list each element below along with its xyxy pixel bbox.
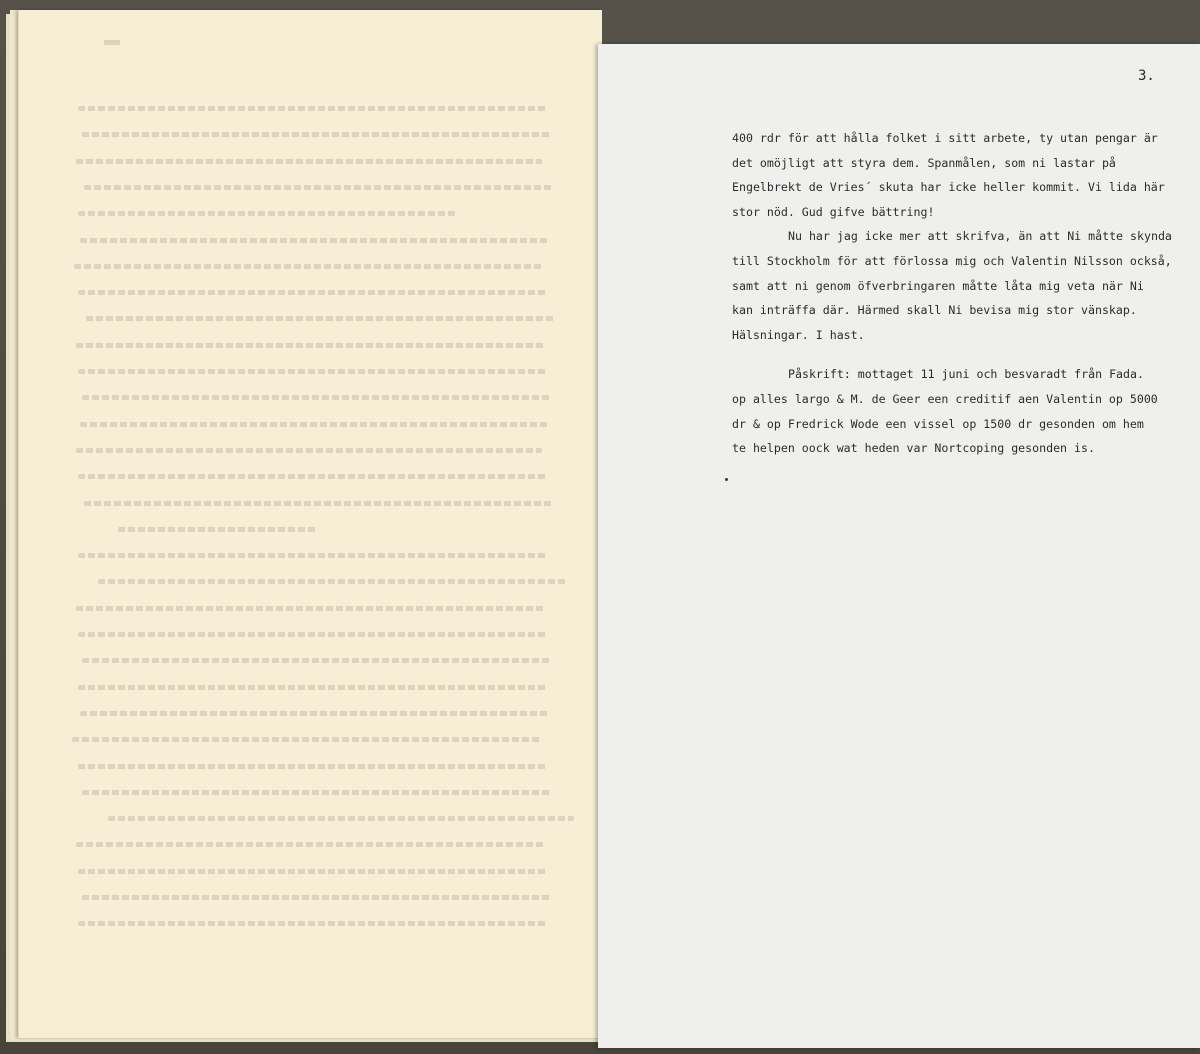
text-line: 400 rdr för att hålla folket i sitt arbete, ty utan pengar är	[732, 131, 1158, 145]
bleed-through-line	[82, 395, 552, 400]
right-page	[598, 44, 1200, 1048]
bleed-through-line	[80, 711, 550, 716]
bleed-through-line	[80, 238, 550, 243]
text-line: dr & op Fredrick Wode een vissel op 1500 dr gesonden om hem	[732, 416, 1144, 431]
bleed-through-line	[108, 816, 574, 821]
bleed-through-line	[76, 448, 542, 453]
bleed-through-line	[78, 921, 548, 926]
ink-speck	[725, 478, 728, 481]
bleed-through-line	[78, 106, 548, 111]
text-line: Hälsningar. I hast.	[732, 327, 865, 342]
bleed-through-line	[78, 632, 546, 637]
left-page-reverse-side	[18, 10, 602, 1038]
text-line: Nu har jag icke mer att skrifva, än att Ni måtte skynda	[788, 229, 1172, 244]
bleed-through-line	[118, 527, 318, 532]
bleed-through-line	[82, 132, 552, 137]
bleed-through-line	[74, 264, 542, 269]
bleed-through-line	[76, 159, 542, 164]
bleed-through-line	[82, 658, 552, 663]
bleed-through-line	[84, 501, 554, 506]
bleed-through-line	[78, 474, 548, 479]
text-line: op alles largo & M. de Geer een creditif aen Valentin op 5000	[732, 391, 1158, 406]
bleed-through-line	[80, 422, 550, 427]
letter-body	[732, 126, 1172, 461]
text-line: kan inträffa där. Härmed skall Ni bevisa mig stor vänskap.	[732, 303, 1137, 318]
bleed-through-line	[86, 316, 556, 321]
bleed-through-line	[78, 553, 548, 558]
bleed-through-line	[82, 790, 552, 795]
bleed-through-line	[78, 685, 548, 690]
bleed-through-line	[76, 343, 546, 348]
bleed-through-line	[84, 185, 554, 190]
bleed-through-line	[98, 579, 568, 584]
bleed-through-line	[82, 895, 552, 900]
text-line: Påskrift: mottaget 11 juni och besvaradt från Fada.	[788, 367, 1144, 382]
bleed-through-line	[78, 369, 548, 374]
bleed-through-line	[76, 606, 546, 611]
text-line: stor nöd. Gud gifve bättring!	[732, 204, 935, 219]
text-line: till Stockholm för att förlossa mig och Valentin Nilsson också,	[732, 253, 1172, 268]
bleed-through-page-number	[104, 40, 120, 45]
text-line: te helpen oock wat heden var Nortcoping gesonden is.	[732, 441, 1095, 456]
paragraph-gap	[732, 347, 1172, 362]
bleed-through-line	[78, 869, 548, 874]
bleed-through-line	[78, 764, 548, 769]
text-line: Engelbrekt de Vries´ skuta har icke heller kommit. Vi lida här	[732, 180, 1165, 195]
bleed-through-line	[78, 290, 548, 295]
page-number: 3.	[1138, 68, 1155, 84]
bleed-through-line	[76, 842, 546, 847]
bleed-through-line	[78, 211, 458, 216]
text-line: samt att ni genom öfverbringaren måtte låta mig veta när Ni	[732, 278, 1144, 293]
bleed-through-line	[72, 737, 542, 742]
text-line: det omöjligt att styra dem. Spanmålen, som ni lastar på	[732, 155, 1116, 170]
